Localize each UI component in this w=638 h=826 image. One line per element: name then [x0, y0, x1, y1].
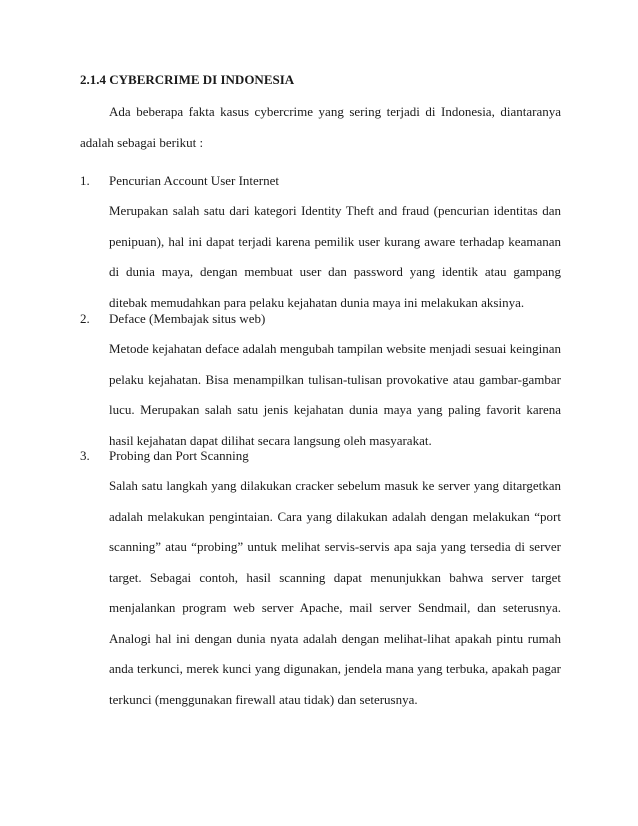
list-item-body-2: Metode kejahatan deface adalah mengubah tampilan website menjadi sesuai keinginan pelaku kejahatan. Bisa menampilkan tulisan-tulisan provokative atau gambar-gambar lucu. Merupakan salah satu jenis kejahatan dunia maya yang paling favorit karena hasil kejahatan dapat dilihat secara langsung oleh masyarakat. — [109, 341, 561, 448]
intro-paragraph — [80, 97, 561, 158]
list-item-number: 2. — [80, 311, 90, 326]
list-item-title-text: Probing dan Port Scanning — [109, 448, 249, 463]
list-item-title-text: Pencurian Account User Internet — [109, 173, 280, 188]
section-heading: 2.1.4 CYBERCRIME DI INDONESIA — [80, 72, 295, 87]
list-item-body-3: Salah satu langkah yang dilakukan cracker sebelum masuk ke server yang ditargetkan adalah melakukan pengintaian. Cara yang dilakukan adalah dengan melakukan “port scanning” atau “probing” untuk melihat servis-servis apa saja yang tersedia di server target. Sebagai contoh, hasil scanning dapat menunjukkan bahwa server target menjalankan program web server Apache, mail server Sendmail, dan seterusnya. Analogi hal ini dengan dunia nyata adalah dengan melihat-lihat apakah pintu rumah anda terkunci, merek kunci yang digunakan, jendela mana yang terbuka, apakah pagar terkunci (menggunakan firewall atau tidak) dan seterusnya. — [109, 478, 561, 707]
intro-text: Ada beberapa fakta kasus cybercrime yang sering terjadi di Indonesia, diantaranya adalah sebagai berikut : — [80, 104, 561, 150]
list-item-number: 3. — [80, 448, 90, 463]
list-item-title-text: Deface (Membajak situs web) — [109, 311, 266, 326]
list-item-number: 1. — [80, 173, 90, 188]
list-item-title-3 — [80, 448, 249, 464]
list-item-title-1 — [80, 173, 279, 189]
list-item-title-2 — [80, 311, 265, 327]
list-item-body-1: Merupakan salah satu dari kategori Identity Theft and fraud (pencurian identitas dan penipuan), hal ini dapat terjadi karena pemilik user kurang aware terhadap keamanan di dunia maya, dengan membuat user dan password yang identik atau gampang ditebak memudahkan para pelaku kejahatan dunia maya ini melakukan aksinya. — [109, 203, 561, 310]
